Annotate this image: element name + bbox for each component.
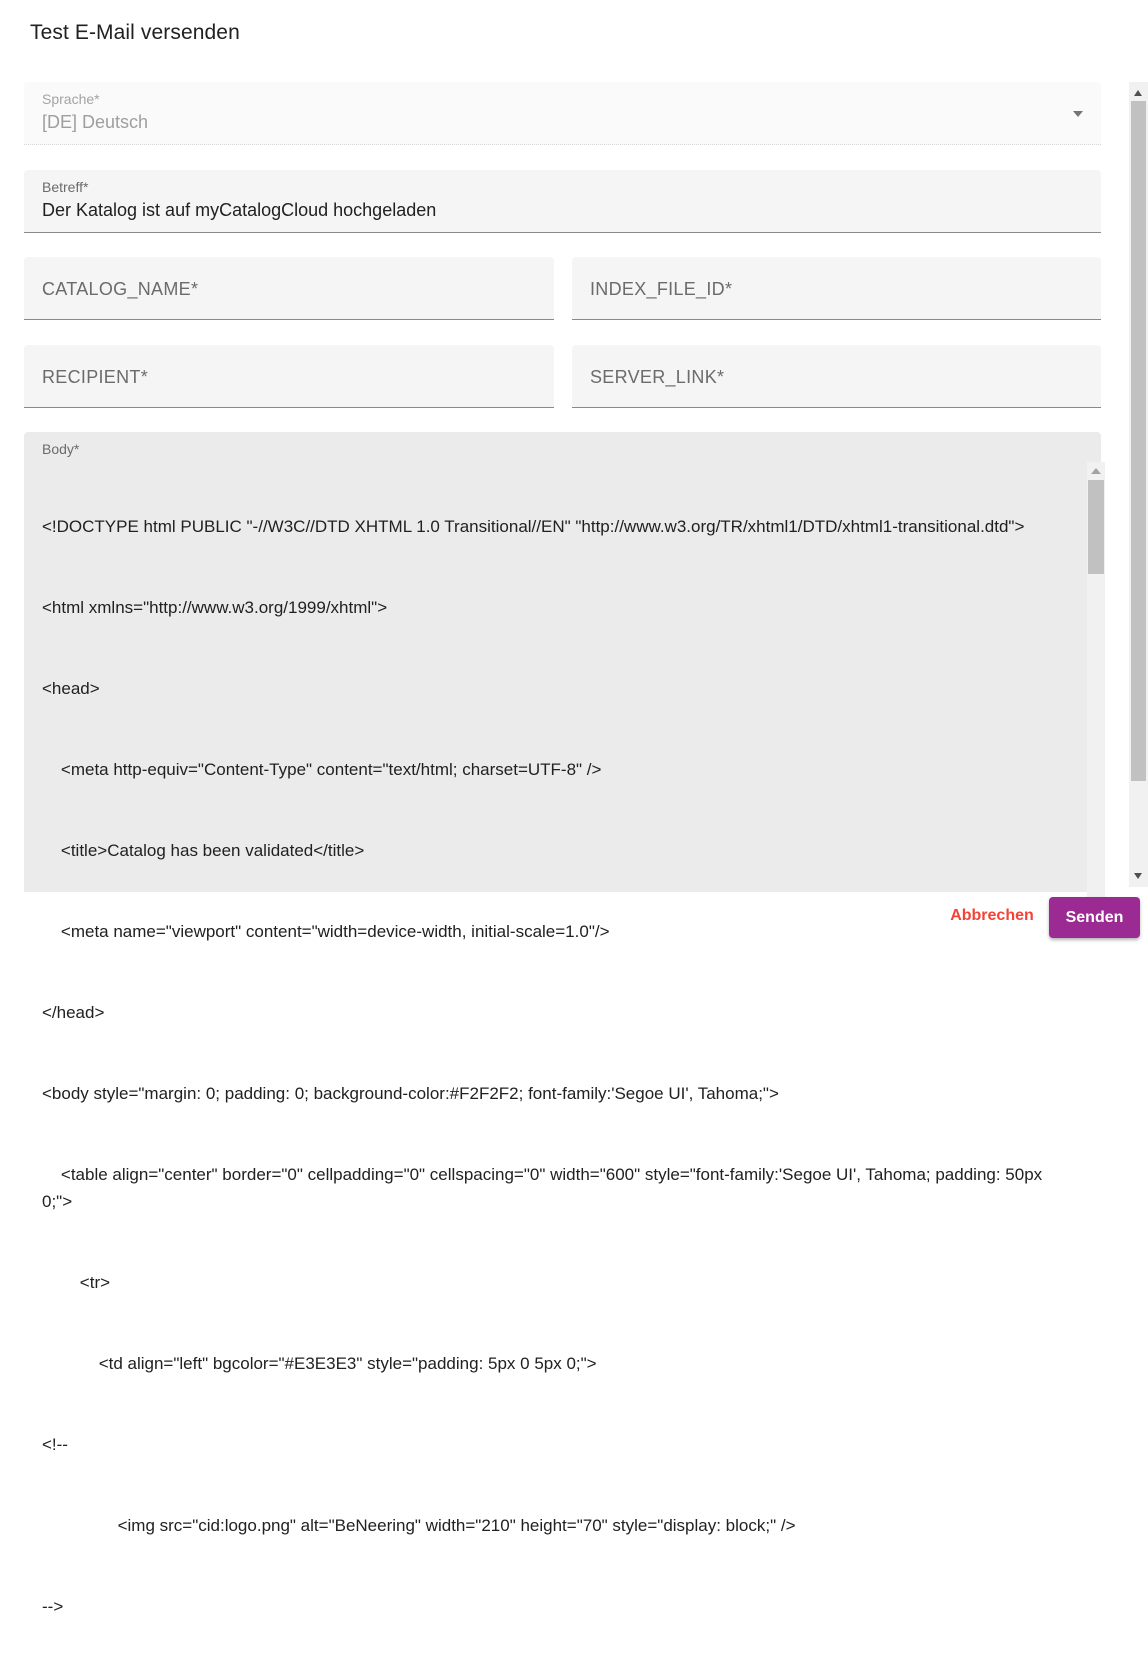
- body-line: <td align="left" bgcolor="#E3E3E3" style="padding: 5px 0 5px 0;">: [42, 1354, 597, 1373]
- scroll-down-icon[interactable]: [1134, 873, 1142, 879]
- body-line: -->: [42, 1597, 64, 1616]
- body-line: <title>Catalog has been validated</title>: [42, 841, 365, 860]
- subject-label: Betreff*: [42, 179, 89, 195]
- body-line: </head>: [42, 1003, 105, 1022]
- send-button[interactable]: Senden: [1049, 897, 1140, 938]
- dialog-scrollbar-thumb[interactable]: [1131, 101, 1146, 781]
- body-line: <!--: [42, 1435, 68, 1454]
- scroll-up-icon[interactable]: [1091, 468, 1101, 474]
- scroll-up-icon[interactable]: [1134, 90, 1142, 96]
- language-select: [24, 82, 1101, 145]
- body-line: <img src="cid:logo.png" alt="BeNeering" width="210" height="70" style="display: block;" />: [42, 1516, 796, 1535]
- recipient-placeholder: RECIPIENT*: [42, 367, 149, 387]
- body-line: <meta http-equiv="Content-Type" content="text/html; charset=UTF-8" />: [42, 760, 602, 779]
- cancel-button[interactable]: Abbrechen: [944, 898, 1040, 934]
- body-line: <body style="margin: 0; padding: 0; background-color:#F2F2F2; font-family:'Segoe UI', Tahoma;">: [42, 1084, 779, 1103]
- index-file-id-field[interactable]: [572, 257, 1101, 320]
- body-line: <html xmlns="http://www.w3.org/1999/xhtml">: [42, 598, 388, 617]
- index-file-id-placeholder: INDEX_FILE_ID*: [590, 279, 733, 299]
- body-label: Body*: [42, 441, 80, 457]
- server-link-field[interactable]: [572, 345, 1101, 408]
- body-line: <table align="center" border="0" cellpadding="0" cellspacing="0" width="600" style="font-family:'Segoe UI', Tahoma; padding: 50px 0;">: [42, 1165, 1047, 1211]
- chevron-down-icon: [1073, 111, 1083, 117]
- dialog-scrollbar[interactable]: [1129, 82, 1148, 887]
- body-line: <head>: [42, 679, 100, 698]
- body-scrollbar-thumb[interactable]: [1088, 480, 1104, 574]
- language-value: [DE] Deutsch: [42, 112, 149, 132]
- body-content[interactable]: [42, 459, 1062, 1674]
- body-line: <!DOCTYPE html PUBLIC "-//W3C//DTD XHTML 1.0 Transitional//EN" "http://www.w3.org/TR/xhtml1/DTD/xhtml1-transitional.dtd">: [42, 517, 1025, 536]
- language-label: Sprache*: [42, 91, 100, 107]
- server-link-placeholder: SERVER_LINK*: [590, 367, 725, 387]
- catalog-name-placeholder: CATALOG_NAME*: [42, 279, 199, 299]
- subject-field[interactable]: [24, 170, 1101, 233]
- body-line: <meta name="viewport" content="width=device-width, initial-scale=1.0"/>: [42, 922, 610, 941]
- dialog-actions: [0, 887, 1148, 944]
- body-line: <tr>: [42, 1273, 111, 1292]
- dialog-title: Test E-Mail versenden: [30, 21, 240, 44]
- subject-input[interactable]: Der Katalog ist auf myCatalogCloud hochgeladen: [42, 200, 437, 220]
- catalog-name-field[interactable]: [24, 257, 554, 320]
- recipient-field[interactable]: [24, 345, 554, 408]
- body-scrollbar[interactable]: [1087, 462, 1105, 902]
